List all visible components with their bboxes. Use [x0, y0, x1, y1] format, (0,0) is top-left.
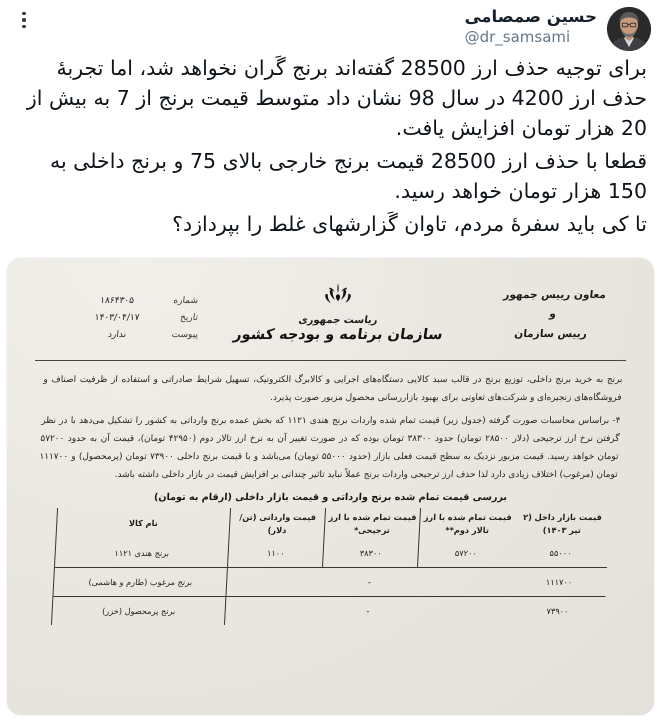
dot: [22, 18, 26, 22]
table-row: [53, 567, 607, 596]
cell-goods-name: برنج مرغوب (طارم و هاشمی): [53, 567, 228, 596]
avatar[interactable]: [607, 7, 651, 51]
cell-goods-name: برنج هندی ۱۱۲۱: [54, 539, 229, 568]
attached-document-image[interactable]: [7, 258, 654, 715]
letterhead-organization: سازمان برنامه و بودجه کشور: [232, 327, 444, 343]
meta-row-attachment: [32, 330, 198, 340]
meta-row-date: [32, 313, 198, 323]
table-header-row: [56, 508, 610, 539]
header-domestic-market: قیمت بازار داخل (۲ تیر ۱۴۰۳): [522, 511, 602, 535]
meta-value-number: ۱۸۶۴۳۰۵: [99, 296, 135, 306]
cell-cost-second-hall: ۵۷۲۰۰: [417, 539, 513, 568]
cell-import-price: ۱۱۰۰: [227, 539, 323, 568]
letterhead-meta-block: [33, 278, 198, 347]
header-cost-preferential: قیمت تمام شده با ارز ترجیحی*: [324, 508, 421, 539]
table-row: [51, 596, 605, 625]
table-row: [54, 539, 608, 568]
letterhead: [33, 264, 628, 360]
three-dots-vertical-icon[interactable]: [14, 8, 34, 32]
cell-domestic-market: ۵۵۰۰۰: [549, 547, 572, 558]
author-identity: [465, 7, 597, 46]
cell-cost-preferential: ۳۸۳۰۰: [322, 539, 418, 568]
letterhead-recipient-block: [475, 278, 632, 344]
author-display-name[interactable]: حسین صمصامی: [464, 7, 597, 26]
cell-merged-dash: -: [226, 567, 512, 596]
meta-value-attachment: ندارد: [107, 330, 127, 340]
meta-label-date: تاریخ: [179, 313, 199, 323]
price-table: [51, 508, 610, 625]
recipient-line-3: رییس سازمان: [513, 327, 588, 340]
post-paragraph-1: برای توجیه حذف ارز 28500 گفته‌اند برنج گَران نخواهد شد، اما تجربهٔ حذف ارز 4200 در سال 98 نشان داد متوسط قیمت برنج از 7 به بیش از 20 هزار تومان افزایش یافت.: [26, 56, 647, 140]
meta-label-number: شماره: [172, 296, 199, 306]
post-text: [0, 52, 661, 240]
letter-paragraph-1: برنج به خرید برنج داخلی، توزیع برنج در قالب سبد کالایی دستگاه‌های اجرایی و کالابرگ الکترونیک، تسهیل شرایط صادراتی و استفاده از ظرفیت اصناف و فروشگاه‌های زنجیره‌ای و شرکت‌های تعاونی برای بهبود بازاررسانی محصول مزبور صورت پذیرد.: [43, 375, 623, 404]
header-import-price: قیمت وارداتی (تن/دلار): [229, 508, 326, 539]
cell-merged-dash: -: [224, 596, 510, 625]
post-paragraph-2: قطعا با حذف ارز 28500 قیمت برنج خارجی بالای 75 و برنج داخلی به 150 هزار تومان خواهد رسید.: [49, 148, 647, 203]
header-goods-name: نام کالا: [56, 508, 231, 539]
letterhead-divider: [35, 360, 626, 361]
post-paragraph-3: تا کی باید سفرهٔ مردم، تاوان گَزارشهای غلط را بپردازد؟: [172, 211, 647, 236]
post-header: [0, 0, 661, 52]
dot: [22, 25, 26, 29]
document-content: [7, 258, 654, 715]
letter-paragraph-2: ۴- براساس محاسبات صورت گرفته (جدول زیر) قیمت تمام شده واردات برنج هندی ۱۱۲۱ که بخش عمده برنج وارداتی به کشور را تشکیل می‌دهد با در نظر گرفتن نرخ ارز ترجیحی (دلار ۲۸۵۰۰ تومان) حدود ۳۸۳۰۰ تومان بوده که در صورت تغییر آن به نرخ ارز تالار دوم (۴۲۹۵۰ تومان)، قیمت آن به حدود ۵۷۲۰۰ تومان خواهد رسید. قیمت مزبور نزدیک به سطح قیمت فعلی بازار (حدود ۵۵۰۰۰ تومان) می‌باشد و با قیمت برنج داخلی ۷۳۹۰۰ تومان (پرمحصول) و ۱۱۱۷۰۰ تومان (مرغوب) اختلاف زیادی دارد لذا حذف ارز ترجیحی واردات برنج عملاً نباید تاثیر چندانی بر افزایش قیمت در بازار داخلی داشته باشد.: [39, 415, 621, 481]
author-handle[interactable]: @dr_samsami: [464, 27, 571, 46]
cell-goods-name: برنج پرمحصول (خزر): [51, 596, 226, 625]
meta-value-date: ۱۴۰۳/۰۴/۱۷: [94, 313, 140, 323]
dot: [22, 12, 26, 16]
recipient-line-2: و: [548, 308, 557, 321]
cell-domestic-market: ۷۳۹۰۰: [546, 605, 569, 616]
letterhead-center-block: [198, 278, 478, 343]
table-title: بررسی قیمت تمام شده برنج وارداتی و قیمت بازار داخلی (ارقام به تومان): [153, 491, 508, 503]
letter-body: [30, 371, 631, 485]
header-cost-second-hall: قیمت تمام شده با ارز تالار دوم**: [419, 508, 516, 539]
letterhead-presidency: ریاست جمهوری: [297, 315, 379, 326]
user-portrait-avatar-icon: [607, 7, 651, 51]
meta-row-number: [32, 296, 198, 306]
cell-domestic-market: ۱۱۱۷۰۰: [545, 576, 573, 587]
recipient-line-1: معاون رییس جمهور: [502, 289, 607, 301]
meta-label-attachment: پیوست: [171, 330, 199, 340]
iran-national-emblem-icon: [321, 280, 355, 314]
